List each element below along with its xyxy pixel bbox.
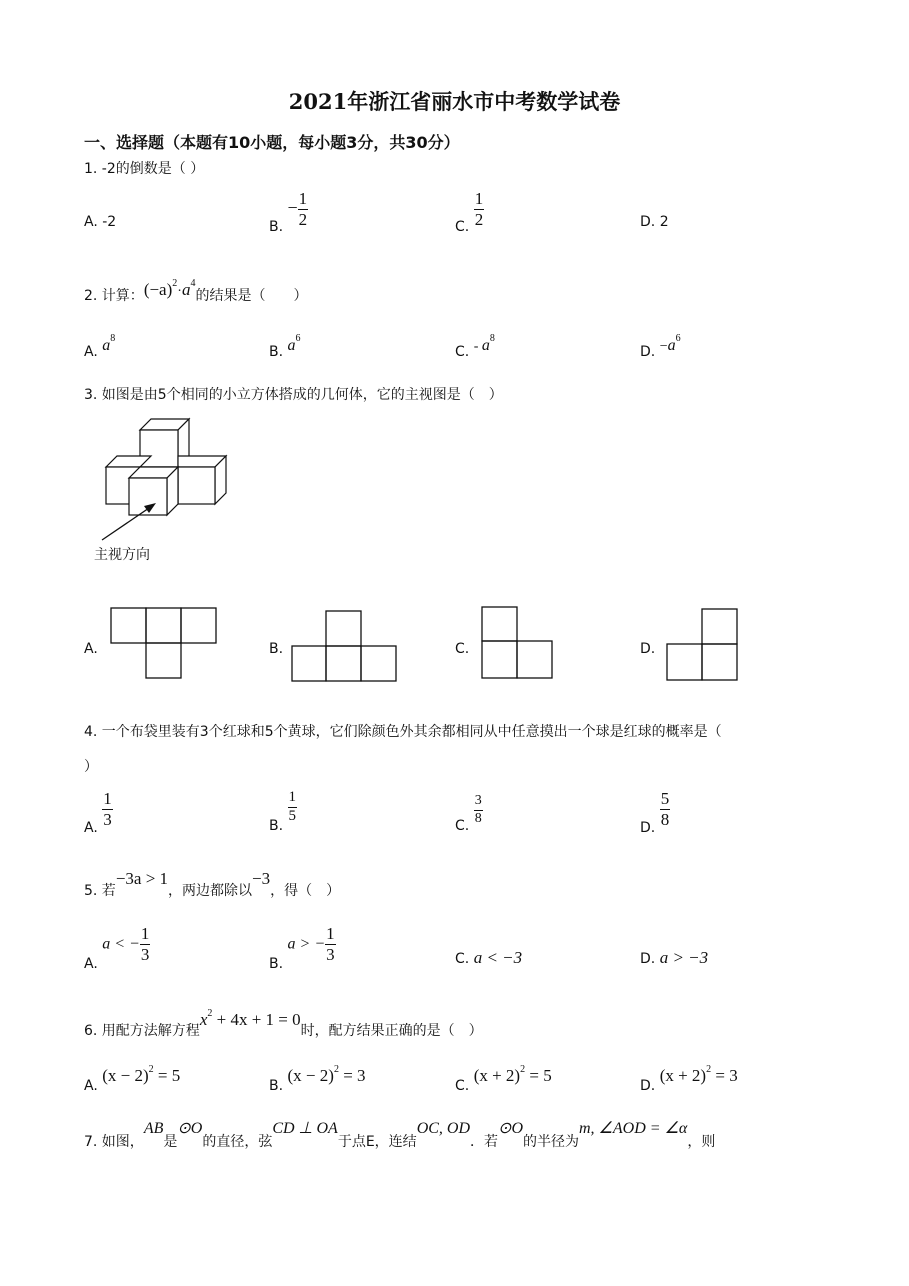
q6-option-d[interactable]: D. $(x + 2)^2 = 3$ xyxy=(640,1064,738,1094)
q5-option-c[interactable]: C. a < −3 xyxy=(455,948,523,967)
q5-option-a[interactable]: A. a < − $\frac{1}{3}$ xyxy=(84,924,150,973)
question-4-text-cont: ） xyxy=(84,759,98,775)
question-6-text: 6. 用配方法解方程$x^2 + 4x + 1 = 0$时，配方结果正确的是（ ） xyxy=(84,1008,483,1039)
question-3-text: 3. 如图是由5个相同的小立方体搭成的几何体，它的主视图是（ ） xyxy=(84,387,503,403)
q2-option-c[interactable]: C. - $a^8$ xyxy=(455,333,495,360)
section-heading: 一、选择题（本题有10小题，每小题3分，共30分） xyxy=(84,133,460,152)
q2-option-a[interactable]: A. $a^8$ xyxy=(84,333,116,360)
q3-option-d-label[interactable]: D. xyxy=(640,641,656,657)
page-title: 2021年浙江省丽水市中考数学试卷 xyxy=(288,89,621,114)
q3-option-c-label[interactable]: C. xyxy=(455,641,470,657)
q2-option-d[interactable]: D. $-a^6$ xyxy=(640,333,681,360)
q1-option-d[interactable]: D. 2 xyxy=(640,214,669,230)
q4-option-b[interactable]: B. $\frac{1}{5}$ xyxy=(269,789,297,835)
question-5-text: 5. 若−3a > 1，两边都除以−3，得（ ） xyxy=(84,869,341,899)
question-1-text: 1. -2的倒数是（ ） xyxy=(84,161,205,177)
q3-option-a-label[interactable]: A. xyxy=(84,641,98,657)
q6-option-c[interactable]: C. $(x + 2)^2 = 5$ xyxy=(455,1064,552,1094)
q4-option-a[interactable]: A. $\frac{1}{3}$ xyxy=(84,789,112,837)
q6-option-b[interactable]: B. $(x - 2)^2 = 3$ xyxy=(269,1064,366,1094)
q5-option-b[interactable]: B. a > − $\frac{1}{3}$ xyxy=(269,924,335,973)
q2-option-b[interactable]: B. $a^6$ xyxy=(269,333,301,360)
q5-option-d[interactable]: D. a > −3 xyxy=(640,948,709,967)
question-7-text: 7. 如图，AB是⊙O的直径，弦CD ⊥ OA于点E，连结OC, OD．若⊙O的半径为m, ∠AOD = ∠α，则 xyxy=(84,1120,716,1150)
view-direction-caption: 主视方向 xyxy=(94,547,150,563)
q4-option-d[interactable]: D. $\frac{5}{8}$ xyxy=(640,789,670,837)
q3-option-b-label[interactable]: B. xyxy=(269,641,284,657)
q4-option-c[interactable]: C. $\frac{3}{8}$ xyxy=(455,793,482,835)
question-2-text: 2. 计算：$(-a)^2\cdot a^4$的结果是（ ） xyxy=(84,278,308,304)
q1-option-a[interactable]: A. -2 xyxy=(84,214,117,230)
q6-option-a[interactable]: A. $(x - 2)^2 = 5$ xyxy=(84,1064,181,1094)
q1-option-b[interactable]: B. − $\frac{1}{2}$ xyxy=(269,189,308,236)
question-4-text: 4. 一个布袋里装有3个红球和5个黄球，它们除颜色外其余都相同从中任意摸出一个球是红球的概率是（ xyxy=(84,724,722,740)
q1-option-c[interactable]: C. $\frac{1}{2}$ xyxy=(455,189,484,236)
